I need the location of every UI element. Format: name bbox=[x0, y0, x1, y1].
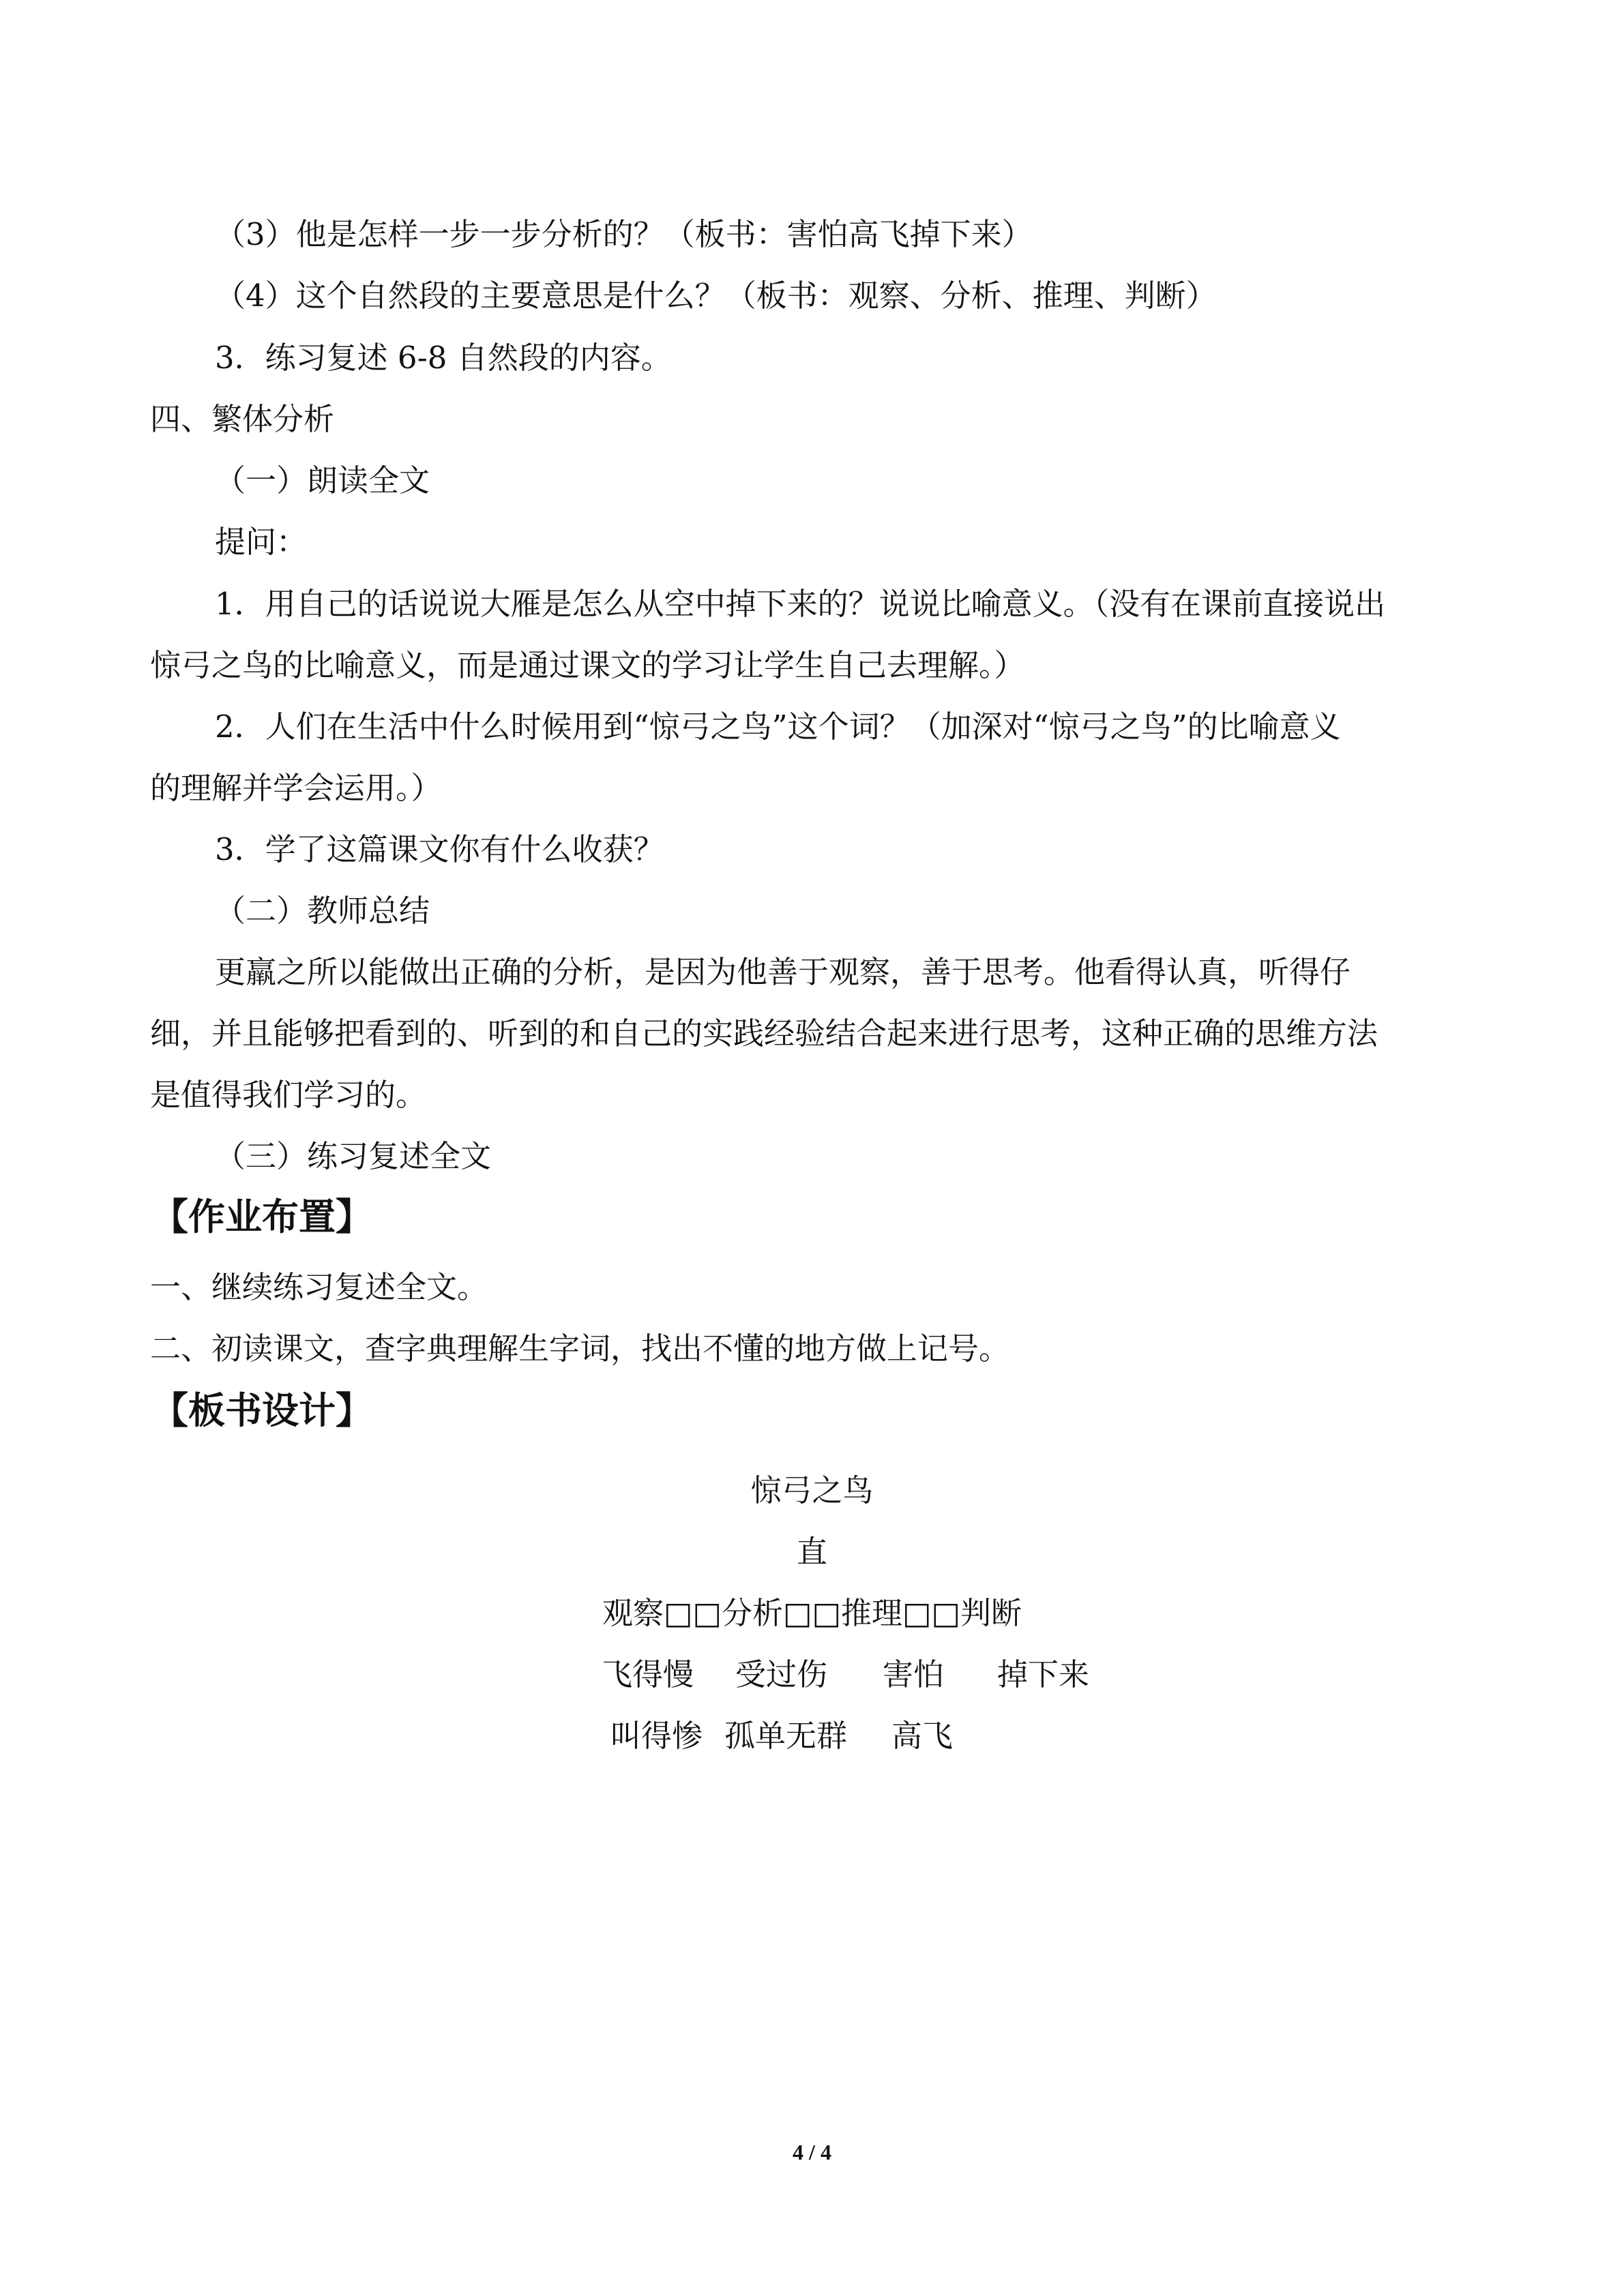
text-line: 更羸之所以能做出正确的分析，是因为他善于观察，善于思考。他看得认真，听得仔 bbox=[215, 954, 1351, 990]
board-cell: 飞得慢 bbox=[602, 1656, 694, 1693]
text-line: 惊弓之鸟的比喻意义，而是通过课文的学习让学生自己去理解。） bbox=[150, 647, 1025, 683]
subsection-title: （三）练习复述全文 bbox=[215, 1138, 492, 1174]
text-line: （4）这个自然段的主要意思是什么？（板书：观察、分析、推理、判断） bbox=[215, 278, 1217, 314]
board-cell: 掉下来 bbox=[997, 1656, 1090, 1693]
text-line: 2．人们在生活中什么时候用到“惊弓之鸟”这个词？（加深对“惊弓之鸟”的比喻意义 bbox=[215, 709, 1341, 745]
page-number: 4 / 4 bbox=[793, 2140, 831, 2164]
text-line: 提问： bbox=[215, 524, 308, 560]
text-line: 3．练习复述 6-8 自然段的内容。 bbox=[215, 340, 672, 376]
board-cell: 受过伤 bbox=[735, 1656, 828, 1693]
board-cell: 孤单无群 bbox=[724, 1718, 848, 1754]
board-subtitle: 直 bbox=[796, 1534, 827, 1570]
text-line: 细，并且能够把看到的、听到的和自己的实践经验结合起来进行思考，这种正确的思维方法 bbox=[150, 1015, 1378, 1052]
homework-item: 二、初读课文，查字典理解生字词，找出不懂的地方做上记号。 bbox=[150, 1330, 1010, 1367]
board-design-heading: 【板书设计】 bbox=[151, 1389, 372, 1432]
board-reasoning-chain: 观察□□分析□□推理□□判断 bbox=[602, 1595, 1022, 1631]
text-line: 是值得我们学习的。 bbox=[150, 1077, 427, 1113]
subsection-title: （二）教师总结 bbox=[215, 893, 430, 929]
text-line: 的理解并学会运用。） bbox=[150, 770, 442, 806]
board-title: 惊弓之鸟 bbox=[750, 1472, 874, 1508]
homework-heading: 【作业布置】 bbox=[151, 1195, 372, 1238]
homework-item: 一、继续练习复述全文。 bbox=[150, 1269, 488, 1305]
subsection-title: （一）朗读全文 bbox=[215, 462, 430, 498]
board-row-1 bbox=[0, 1654, 1624, 1695]
board-cell: 害怕 bbox=[883, 1656, 945, 1693]
board-row-2 bbox=[0, 1716, 1624, 1757]
text-line: 3．学了这篇课文你有什么收获？ bbox=[215, 831, 664, 867]
text-line: 1．用自己的话说说大雁是怎么从空中掉下来的？说说比喻意义。（没有在课前直接说出 bbox=[215, 586, 1386, 622]
section-title: 四、繁体分析 bbox=[150, 401, 335, 437]
text-line: （3）他是怎样一步一步分析的？（板书：害怕高飞掉下来） bbox=[215, 216, 1033, 252]
board-cell: 高飞 bbox=[891, 1718, 954, 1754]
board-cell: 叫得惨 bbox=[610, 1718, 703, 1754]
